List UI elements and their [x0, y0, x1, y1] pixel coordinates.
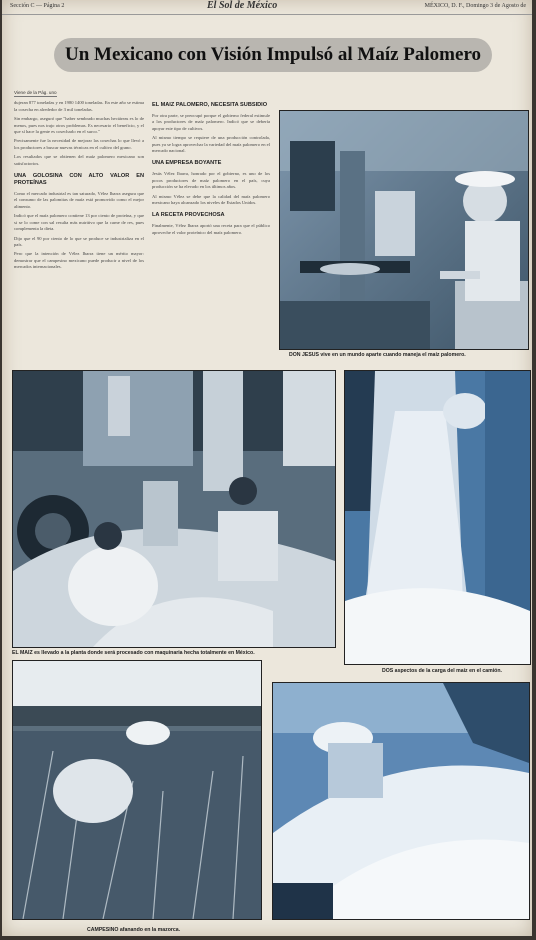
- article-column-2: [152, 96, 270, 239]
- caption-truck: DOS aspectos de la carga del maíz en el camión.: [382, 668, 502, 674]
- paragraph: Finalmente, Vélez Ibarra aportó una receta para que el público aproveche el valor proteínico del maíz palomero.: [152, 223, 270, 235]
- paragraph: Al mismo Vélez se debe que la calidad del maíz palomero mexicano haya alcanzado los niveles de Estados Unidos.: [152, 193, 270, 206]
- subheading: EL MAIZ PALOMERO, NECESITA SUBSIDIO: [152, 102, 268, 108]
- photo-workers-image: [13, 371, 335, 647]
- photo-workers: [12, 370, 336, 648]
- photo-farmer-field: [12, 660, 262, 920]
- page-header: [2, 0, 532, 15]
- photo-don-jesus: [279, 110, 529, 350]
- paragraph: Los resultados que se obtienen del maíz palomero mexicano son satisfactorios.: [14, 154, 144, 166]
- photo-farmer-field-image: [13, 661, 261, 919]
- paragraph: Por otra parte, se preocupó porque el gobierno federal estimule a los productores de maíz palomero. Indicó que se debería apoyar este tipo de cultivos.: [152, 113, 270, 131]
- subheading: UNA EMPRESA BOYANTE: [152, 160, 222, 167]
- section-label: Sección C — Página 2: [10, 3, 65, 9]
- photo-loading-corn-image: [273, 683, 529, 919]
- subheading: LA RECETA PROVECHOSA: [152, 212, 225, 219]
- headline: Un Mexicano con Visión Impulsó al Maíz Palomero: [64, 44, 482, 65]
- caption-workers: EL MAIZ es llevado a la planta donde será procesado con maquinaria hecha totalmente en México.: [12, 650, 255, 656]
- subheading: UNA GOLOSINA CON ALTO VALOR EN PROTEÍNAS: [14, 173, 144, 187]
- paragraph: Dijo que el 90 por ciento de lo que se produce se industrializa en el país.: [14, 235, 144, 247]
- article-column-1: [14, 90, 144, 274]
- paragraph: Precisamente fue la necesidad de mejorar las cosechas lo que llevó a los productores a buscar nuevas técnicas en el cultivo del grano.: [14, 138, 144, 150]
- continuation-note: Viene de la Pág. uno: [14, 90, 57, 97]
- paragraph: Jesús Vélez Ibarra, honrado por el gobierno, es uno de los pocos productores de maíz palomero en el país, cuya producción se ha elevado en los últimos años.: [152, 171, 270, 190]
- photo-loading-corn: [272, 682, 530, 920]
- paragraph: Pero que la intención de Vélez Ibarra tiene un mérito mayor: demostrar que el campesino mexicano puede producir a nivel de los mercados internacionales.: [14, 251, 144, 270]
- masthead: El Sol de México: [207, 0, 278, 11]
- newspaper-page: [2, 0, 532, 936]
- paragraph: dujeran 877 toneladas y en 1980 1400 toneladas. En este año se estima la cosecha en alrededor de 3 mil toneladas.: [14, 100, 144, 112]
- caption-don-jesus: DON JESUS vive en un mundo aparte cuando maneja el maíz palomero.: [289, 352, 466, 358]
- headline-banner: [54, 38, 492, 72]
- paragraph: Sin embargo, aseguró que "haber sembrado muchas hectáreas es lo de menos, pues nos trajo otros problemas. Es necesario el beneficio, y el que sí hace la gente es cosecharlo en el surco.": [14, 116, 144, 135]
- paragraph: Al mismo tiempo se requiere de una producción controlada, pues ya se logra aprovechar la variedad del maíz palomero en el mercado nacional.: [152, 135, 270, 154]
- photo-falling-corn: [344, 370, 531, 665]
- dateline: MÉXICO, D. F., Domingo 3 de Agosto de: [424, 3, 526, 9]
- paragraph: Como el mercado industrial es tan saturado, Vélez Ibarra asegura que el consumo de las palomitas de maíz está promovido como el mejor alimento.: [14, 191, 144, 209]
- photo-falling-corn-image: [345, 371, 530, 664]
- photo-don-jesus-image: [280, 111, 528, 349]
- paragraph: Indicó que el maíz palomero contiene 13 por ciento de proteína, y que si se lo come con sal resulta más nutritivo que la carne de res, pues complementa la dieta.: [14, 213, 144, 232]
- caption-farmer: CAMPESINO afanando en la mazorca.: [87, 927, 181, 933]
